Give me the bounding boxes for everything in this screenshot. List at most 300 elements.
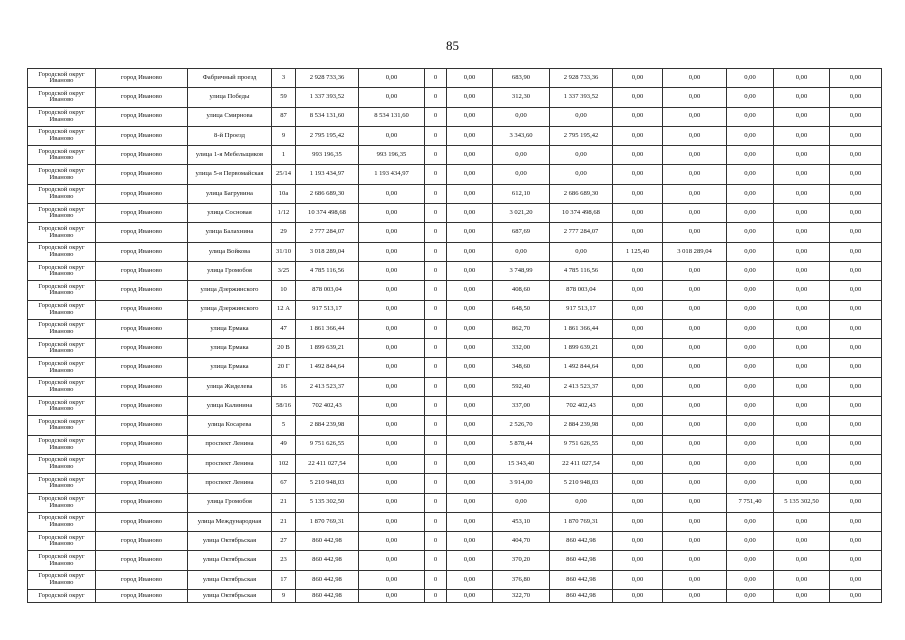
- cell-street: улица Ермака: [188, 339, 272, 358]
- cell-cost-col-2: 0,00: [359, 474, 425, 493]
- table-row: [28, 358, 882, 377]
- cell-cost-col-8: 0,00: [663, 281, 727, 300]
- cell-cost-col-11: 0,00: [830, 242, 882, 261]
- cell-area-col-5: 332,00: [493, 339, 550, 358]
- cell-cost-col-2: 0,00: [359, 397, 425, 416]
- cell-area-col-5: 15 343,40: [493, 454, 550, 473]
- cell-area-col-5: 0,00: [493, 493, 550, 512]
- cell-cost-col-4: 0,00: [447, 512, 493, 531]
- cell-cost-col-2: 0,00: [359, 184, 425, 203]
- cell-cost-col-10: 0,00: [774, 107, 830, 126]
- cell-area-col-9: 0,00: [727, 532, 774, 551]
- cell-street: улица Ермака: [188, 319, 272, 338]
- cell-area-col-7: 0,00: [613, 397, 663, 416]
- cell-locality: город Иваново: [96, 512, 188, 531]
- cell-cost-col-2: 8 534 131,60: [359, 107, 425, 126]
- cell-cost-col-10: 0,00: [774, 281, 830, 300]
- cell-area-col-5: 3 021,20: [493, 204, 550, 223]
- cell-cost-col-10: 0,00: [774, 358, 830, 377]
- cell-area-col-7: 0,00: [613, 532, 663, 551]
- cell-cost-col-11: 0,00: [830, 339, 882, 358]
- cell-street: улица Багрувина: [188, 184, 272, 203]
- cell-cost-col-10: 0,00: [774, 300, 830, 319]
- cell-district: Городской округ Иваново: [28, 126, 96, 145]
- cell-cost-col-8: 0,00: [663, 146, 727, 165]
- cell-locality: город Иваново: [96, 532, 188, 551]
- cell-house-number: 1/12: [272, 204, 296, 223]
- table-row: [28, 493, 882, 512]
- cell-count-col-3: 0: [425, 281, 447, 300]
- table-row: [28, 551, 882, 570]
- cell-cost-col-4: 0,00: [447, 204, 493, 223]
- cell-cost-col-6: 0,00: [550, 493, 613, 512]
- cell-area-col-7: 0,00: [613, 435, 663, 454]
- cell-cost-col-4: 0,00: [447, 261, 493, 280]
- cell-cost-col-2: 0,00: [359, 551, 425, 570]
- cell-count-col-3: 0: [425, 474, 447, 493]
- table-row: [28, 261, 882, 280]
- cell-total-cost: 2 413 523,37: [296, 377, 359, 396]
- cell-house-number: 20 В: [272, 339, 296, 358]
- cell-cost-col-2: 0,00: [359, 512, 425, 531]
- cell-total-cost: 4 785 116,56: [296, 261, 359, 280]
- cell-cost-col-2: 0,00: [359, 454, 425, 473]
- cell-locality: город Иваново: [96, 223, 188, 242]
- cell-area-col-7: 0,00: [613, 416, 663, 435]
- cell-cost-col-11: 0,00: [830, 493, 882, 512]
- cell-district: Городской округ Иваново: [28, 416, 96, 435]
- cell-house-number: 58/16: [272, 397, 296, 416]
- cell-total-cost: 993 196,35: [296, 146, 359, 165]
- cell-locality: город Иваново: [96, 377, 188, 396]
- cell-cost-col-2: 0,00: [359, 69, 425, 88]
- cell-district: Городской округ Иваново: [28, 300, 96, 319]
- cell-cost-col-6: 1 861 366,44: [550, 319, 613, 338]
- cell-area-col-5: 3 914,00: [493, 474, 550, 493]
- cell-cost-col-4: 0,00: [447, 493, 493, 512]
- cell-area-col-5: 312,30: [493, 88, 550, 107]
- cell-cost-col-6: 2 686 689,30: [550, 184, 613, 203]
- cell-cost-col-2: 0,00: [359, 358, 425, 377]
- cell-cost-col-8: 0,00: [663, 204, 727, 223]
- cell-cost-col-10: 0,00: [774, 165, 830, 184]
- cell-area-col-5: 0,00: [493, 242, 550, 261]
- cell-cost-col-8: 0,00: [663, 69, 727, 88]
- cell-total-cost: 8 534 131,60: [296, 107, 359, 126]
- cell-house-number: 49: [272, 435, 296, 454]
- cell-area-col-5: 404,70: [493, 532, 550, 551]
- cell-cost-col-8: 0,00: [663, 319, 727, 338]
- cell-cost-col-8: 0,00: [663, 532, 727, 551]
- cell-area-col-9: 0,00: [727, 339, 774, 358]
- cell-area-col-7: 0,00: [613, 570, 663, 589]
- cell-cost-col-6: 2 413 523,37: [550, 377, 613, 396]
- cell-street: улица Жиделева: [188, 377, 272, 396]
- cell-cost-col-11: 0,00: [830, 570, 882, 589]
- cell-cost-col-4: 0,00: [447, 551, 493, 570]
- table-row: [28, 204, 882, 223]
- cell-district: Городской округ Иваново: [28, 69, 96, 88]
- cell-house-number: 67: [272, 474, 296, 493]
- cell-cost-col-8: 0,00: [663, 184, 727, 203]
- cell-cost-col-6: 860 442,98: [550, 532, 613, 551]
- cell-area-col-7: 0,00: [613, 204, 663, 223]
- cell-locality: город Иваново: [96, 204, 188, 223]
- cell-cost-col-10: 0,00: [774, 416, 830, 435]
- cell-house-number: 10а: [272, 184, 296, 203]
- cell-area-col-9: 0,00: [727, 126, 774, 145]
- cell-cost-col-8: 0,00: [663, 358, 727, 377]
- table-row: [28, 377, 882, 396]
- cell-locality: город Иваново: [96, 69, 188, 88]
- table-row: [28, 319, 882, 338]
- cell-cost-col-8: 3 018 289,04: [663, 242, 727, 261]
- cell-cost-col-11: 0,00: [830, 69, 882, 88]
- cell-total-cost: 2 686 689,30: [296, 184, 359, 203]
- cell-area-col-9: 0,00: [727, 435, 774, 454]
- cell-street: улица Октябрьская: [188, 590, 272, 603]
- cell-count-col-3: 0: [425, 454, 447, 473]
- cell-street: улица Громобоя: [188, 493, 272, 512]
- cell-cost-col-10: 0,00: [774, 261, 830, 280]
- cell-area-col-5: 687,69: [493, 223, 550, 242]
- table-row: [28, 474, 882, 493]
- cell-area-col-9: 0,00: [727, 223, 774, 242]
- table-row: [28, 454, 882, 473]
- cell-cost-col-10: 0,00: [774, 397, 830, 416]
- cell-area-col-7: 0,00: [613, 551, 663, 570]
- cell-area-col-9: 0,00: [727, 146, 774, 165]
- cell-total-cost: 860 442,98: [296, 532, 359, 551]
- cell-area-col-5: 3 343,60: [493, 126, 550, 145]
- cell-locality: город Иваново: [96, 242, 188, 261]
- cell-cost-col-8: 0,00: [663, 512, 727, 531]
- cell-count-col-3: 0: [425, 377, 447, 396]
- cell-cost-col-8: 0,00: [663, 165, 727, 184]
- cell-cost-col-10: 0,00: [774, 242, 830, 261]
- cell-cost-col-10: 0,00: [774, 146, 830, 165]
- cell-area-col-5: 0,00: [493, 165, 550, 184]
- cell-area-col-5: 0,00: [493, 107, 550, 126]
- cell-cost-col-11: 0,00: [830, 126, 882, 145]
- cell-house-number: 25/14: [272, 165, 296, 184]
- cell-cost-col-4: 0,00: [447, 454, 493, 473]
- cell-cost-col-4: 0,00: [447, 281, 493, 300]
- cell-area-col-7: 0,00: [613, 223, 663, 242]
- cell-house-number: 9: [272, 126, 296, 145]
- cell-area-col-9: 0,00: [727, 474, 774, 493]
- cell-locality: город Иваново: [96, 397, 188, 416]
- table-row: [28, 300, 882, 319]
- cell-total-cost: 1 870 769,31: [296, 512, 359, 531]
- table-row: [28, 107, 882, 126]
- cell-area-col-9: 0,00: [727, 261, 774, 280]
- cell-cost-col-6: 860 442,98: [550, 590, 613, 603]
- cell-house-number: 20 Г: [272, 358, 296, 377]
- cell-cost-col-11: 0,00: [830, 88, 882, 107]
- cell-cost-col-6: 2 795 195,42: [550, 126, 613, 145]
- cell-cost-col-2: 0,00: [359, 377, 425, 396]
- cell-cost-col-2: 0,00: [359, 319, 425, 338]
- cell-district: Городской округ Иваново: [28, 223, 96, 242]
- cell-cost-col-2: 0,00: [359, 590, 425, 603]
- cell-locality: город Иваново: [96, 454, 188, 473]
- cell-cost-col-11: 0,00: [830, 397, 882, 416]
- cell-cost-col-11: 0,00: [830, 532, 882, 551]
- cell-total-cost: 9 751 626,55: [296, 435, 359, 454]
- cell-district: Городской округ Иваново: [28, 570, 96, 589]
- cell-count-col-3: 0: [425, 570, 447, 589]
- cell-area-col-5: 322,70: [493, 590, 550, 603]
- table-row: [28, 570, 882, 589]
- cell-district: Городской округ Иваново: [28, 339, 96, 358]
- cell-area-col-7: 0,00: [613, 69, 663, 88]
- cell-area-col-9: 0,00: [727, 281, 774, 300]
- cell-cost-col-6: 917 513,17: [550, 300, 613, 319]
- cell-district: Городской округ Иваново: [28, 146, 96, 165]
- cell-area-col-7: 0,00: [613, 184, 663, 203]
- cell-street: улица Косарева: [188, 416, 272, 435]
- cell-locality: город Иваново: [96, 551, 188, 570]
- cell-count-col-3: 0: [425, 146, 447, 165]
- cell-street: улица 1-я Мебельщиков: [188, 146, 272, 165]
- cell-cost-col-4: 0,00: [447, 223, 493, 242]
- cell-area-col-9: 0,00: [727, 397, 774, 416]
- cell-house-number: 3: [272, 69, 296, 88]
- cell-area-col-9: 0,00: [727, 377, 774, 396]
- cell-district: Городской округ: [28, 590, 96, 603]
- cell-area-col-9: 0,00: [727, 570, 774, 589]
- cell-cost-col-10: 0,00: [774, 435, 830, 454]
- cell-cost-col-10: 0,00: [774, 69, 830, 88]
- cell-count-col-3: 0: [425, 300, 447, 319]
- cell-house-number: 17: [272, 570, 296, 589]
- cell-locality: город Иваново: [96, 107, 188, 126]
- cell-total-cost: 1 337 393,52: [296, 88, 359, 107]
- cell-cost-col-8: 0,00: [663, 107, 727, 126]
- cell-count-col-3: 0: [425, 88, 447, 107]
- cell-cost-col-10: 0,00: [774, 377, 830, 396]
- cell-cost-col-10: 0,00: [774, 551, 830, 570]
- cell-cost-col-4: 0,00: [447, 165, 493, 184]
- cell-area-col-9: 0,00: [727, 184, 774, 203]
- table-row: [28, 69, 882, 88]
- cell-cost-col-6: 22 411 027,54: [550, 454, 613, 473]
- cell-street: улица Сосновая: [188, 204, 272, 223]
- cell-count-col-3: 0: [425, 551, 447, 570]
- cell-area-col-7: 0,00: [613, 474, 663, 493]
- cell-count-col-3: 0: [425, 184, 447, 203]
- cell-area-col-5: 3 748,99: [493, 261, 550, 280]
- cell-locality: город Иваново: [96, 261, 188, 280]
- cell-cost-col-11: 0,00: [830, 590, 882, 603]
- cell-street: проспект Ленина: [188, 474, 272, 493]
- cell-house-number: 1: [272, 146, 296, 165]
- cell-street: Фабричный проезд: [188, 69, 272, 88]
- cell-area-col-7: 0,00: [613, 590, 663, 603]
- cell-cost-col-2: 0,00: [359, 223, 425, 242]
- cell-cost-col-4: 0,00: [447, 358, 493, 377]
- cell-cost-col-8: 0,00: [663, 493, 727, 512]
- cell-area-col-5: 612,10: [493, 184, 550, 203]
- cell-cost-col-4: 0,00: [447, 590, 493, 603]
- cell-area-col-5: 348,60: [493, 358, 550, 377]
- cell-count-col-3: 0: [425, 261, 447, 280]
- cell-area-col-9: 7 751,40: [727, 493, 774, 512]
- cell-district: Городской округ Иваново: [28, 165, 96, 184]
- cell-house-number: 9: [272, 590, 296, 603]
- cell-cost-col-11: 0,00: [830, 377, 882, 396]
- cell-cost-col-10: 0,00: [774, 532, 830, 551]
- cell-street: улица Громобоя: [188, 261, 272, 280]
- housing-repair-registry-table: [27, 68, 882, 603]
- table-row: [28, 242, 882, 261]
- cell-cost-col-4: 0,00: [447, 146, 493, 165]
- cell-count-col-3: 0: [425, 242, 447, 261]
- cell-area-col-7: 0,00: [613, 88, 663, 107]
- cell-cost-col-6: 1 899 639,21: [550, 339, 613, 358]
- cell-cost-col-11: 0,00: [830, 551, 882, 570]
- cell-cost-col-2: 0,00: [359, 435, 425, 454]
- cell-cost-col-2: 1 193 434,97: [359, 165, 425, 184]
- cell-district: Городской округ Иваново: [28, 512, 96, 531]
- cell-area-col-5: 2 526,70: [493, 416, 550, 435]
- cell-locality: город Иваново: [96, 339, 188, 358]
- cell-cost-col-8: 0,00: [663, 377, 727, 396]
- cell-cost-col-6: 5 210 948,03: [550, 474, 613, 493]
- cell-cost-col-11: 0,00: [830, 184, 882, 203]
- cell-area-col-5: 592,40: [493, 377, 550, 396]
- cell-total-cost: 22 411 027,54: [296, 454, 359, 473]
- cell-cost-col-6: 878 003,04: [550, 281, 613, 300]
- cell-cost-col-11: 0,00: [830, 146, 882, 165]
- cell-cost-col-10: 0,00: [774, 184, 830, 203]
- cell-area-col-5: 453,10: [493, 512, 550, 531]
- cell-cost-col-11: 0,00: [830, 358, 882, 377]
- cell-count-col-3: 0: [425, 223, 447, 242]
- cell-cost-col-11: 0,00: [830, 107, 882, 126]
- cell-area-col-9: 0,00: [727, 590, 774, 603]
- cell-cost-col-6: 702 402,43: [550, 397, 613, 416]
- cell-street: улица Октябрьская: [188, 570, 272, 589]
- table-row: [28, 435, 882, 454]
- cell-cost-col-6: 1 337 393,52: [550, 88, 613, 107]
- cell-total-cost: 1 193 434,97: [296, 165, 359, 184]
- cell-cost-col-2: 0,00: [359, 204, 425, 223]
- cell-total-cost: 1 492 844,64: [296, 358, 359, 377]
- cell-cost-col-4: 0,00: [447, 242, 493, 261]
- cell-total-cost: 10 374 498,68: [296, 204, 359, 223]
- cell-area-col-9: 0,00: [727, 358, 774, 377]
- cell-street: улица Октябрьская: [188, 551, 272, 570]
- cell-area-col-7: 0,00: [613, 261, 663, 280]
- cell-cost-col-6: 4 785 116,56: [550, 261, 613, 280]
- cell-locality: город Иваново: [96, 281, 188, 300]
- table-row: [28, 512, 882, 531]
- cell-cost-col-11: 0,00: [830, 223, 882, 242]
- cell-cost-col-4: 0,00: [447, 107, 493, 126]
- cell-house-number: 16: [272, 377, 296, 396]
- cell-area-col-5: 337,00: [493, 397, 550, 416]
- cell-district: Городской округ Иваново: [28, 397, 96, 416]
- cell-area-col-9: 0,00: [727, 319, 774, 338]
- table-row: [28, 281, 882, 300]
- cell-cost-col-6: 2 884 239,98: [550, 416, 613, 435]
- cell-cost-col-8: 0,00: [663, 474, 727, 493]
- cell-area-col-9: 0,00: [727, 165, 774, 184]
- cell-district: Городской округ Иваново: [28, 358, 96, 377]
- cell-locality: город Иваново: [96, 88, 188, 107]
- cell-street: проспект Ленина: [188, 435, 272, 454]
- cell-cost-col-6: 2 928 733,36: [550, 69, 613, 88]
- cell-cost-col-8: 0,00: [663, 590, 727, 603]
- cell-count-col-3: 0: [425, 435, 447, 454]
- cell-area-col-5: 376,80: [493, 570, 550, 589]
- cell-house-number: 12 А: [272, 300, 296, 319]
- cell-cost-col-4: 0,00: [447, 532, 493, 551]
- cell-street: улица Войкова: [188, 242, 272, 261]
- cell-street: улица Победы: [188, 88, 272, 107]
- cell-locality: город Иваново: [96, 590, 188, 603]
- cell-total-cost: 878 003,04: [296, 281, 359, 300]
- cell-house-number: 47: [272, 319, 296, 338]
- cell-cost-col-10: 0,00: [774, 474, 830, 493]
- cell-cost-col-10: 0,00: [774, 319, 830, 338]
- cell-cost-col-6: 10 374 498,68: [550, 204, 613, 223]
- table-row: [28, 165, 882, 184]
- cell-area-col-9: 0,00: [727, 242, 774, 261]
- cell-count-col-3: 0: [425, 107, 447, 126]
- cell-area-col-9: 0,00: [727, 88, 774, 107]
- cell-cost-col-4: 0,00: [447, 300, 493, 319]
- page-number: 85: [446, 38, 459, 53]
- cell-cost-col-6: 1 492 844,64: [550, 358, 613, 377]
- cell-cost-col-2: 993 196,35: [359, 146, 425, 165]
- cell-cost-col-2: 0,00: [359, 88, 425, 107]
- cell-cost-col-11: 0,00: [830, 435, 882, 454]
- cell-area-col-5: 408,60: [493, 281, 550, 300]
- cell-area-col-7: 0,00: [613, 339, 663, 358]
- cell-total-cost: 1 861 366,44: [296, 319, 359, 338]
- cell-area-col-5: 370,20: [493, 551, 550, 570]
- cell-area-col-7: 0,00: [613, 165, 663, 184]
- cell-area-col-7: 0,00: [613, 454, 663, 473]
- cell-district: Городской округ Иваново: [28, 377, 96, 396]
- cell-count-col-3: 0: [425, 69, 447, 88]
- table-row: [28, 397, 882, 416]
- cell-locality: город Иваново: [96, 493, 188, 512]
- cell-district: Городской округ Иваново: [28, 435, 96, 454]
- cell-total-cost: 5 210 948,03: [296, 474, 359, 493]
- cell-street: улица Международная: [188, 512, 272, 531]
- cell-area-col-7: 0,00: [613, 300, 663, 319]
- cell-cost-col-4: 0,00: [447, 416, 493, 435]
- cell-house-number: 31/10: [272, 242, 296, 261]
- cell-cost-col-4: 0,00: [447, 319, 493, 338]
- cell-street: проспект Ленина: [188, 454, 272, 473]
- cell-count-col-3: 0: [425, 493, 447, 512]
- cell-count-col-3: 0: [425, 165, 447, 184]
- cell-cost-col-11: 0,00: [830, 416, 882, 435]
- cell-street: улица Ермака: [188, 358, 272, 377]
- cell-cost-col-10: 0,00: [774, 126, 830, 145]
- cell-locality: город Иваново: [96, 570, 188, 589]
- cell-total-cost: 702 402,43: [296, 397, 359, 416]
- cell-cost-col-4: 0,00: [447, 126, 493, 145]
- table-body: [28, 69, 882, 603]
- cell-house-number: 3/25: [272, 261, 296, 280]
- cell-cost-col-4: 0,00: [447, 184, 493, 203]
